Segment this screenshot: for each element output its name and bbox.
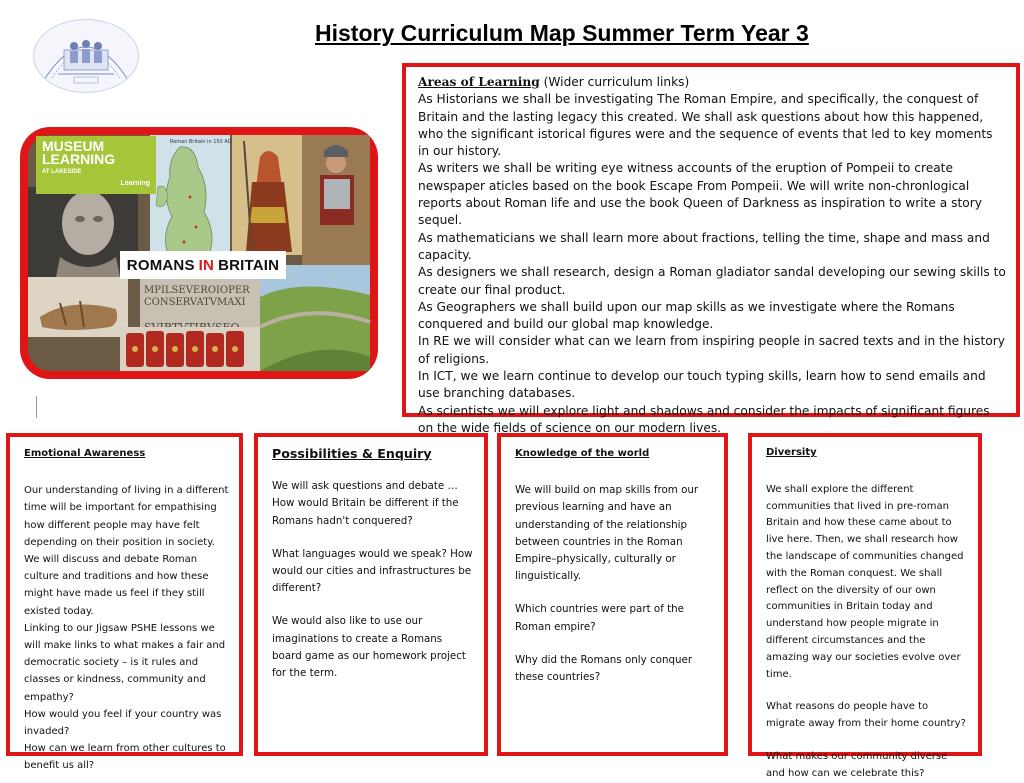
card-paragraph: What reasons do people have to migrate away from their home country? <box>766 701 966 730</box>
card-paragraph: What languages would we speak? How would our cities and infrastructures be different? <box>272 547 473 595</box>
inscription-line-2: CONSERVATVMAXI <box>144 297 246 308</box>
romans-in-britain-banner <box>120 251 286 279</box>
card-title: Diversity <box>766 447 817 458</box>
areas-paragraph: In ICT, we we learn continue to develop our touch typing skills, learn how to send emails and use branching databases. <box>418 369 986 401</box>
museum-learning-badge <box>36 136 156 194</box>
card-paragraph: We will ask questions and debate … How would Britain be different if the Romans hadn't conquered? <box>272 480 459 527</box>
card-paragraph: We will build on map skills from our previous learning and have an understanding of the relationship between countries in the Roman Empire–physically, culturally or linguistically. <box>515 484 699 583</box>
card-paragraph: Our understanding of living in a different time will be important for empathising how different people may have felt depending on their position in society. We will discuss and debate Roman culture and traditions and how these might have made us feel if they still existed today. <box>24 485 229 617</box>
card-title: Emotional Awareness <box>24 448 146 459</box>
card-paragraph: Why did the Romans only conquer these countries? <box>515 653 693 684</box>
inscription-line-1: MPILSEVEROIOPER <box>144 285 250 296</box>
emotional-awareness-card <box>6 433 243 772</box>
areas-heading: Areas of Learning <box>418 75 540 89</box>
card-paragraph: Linking to our Jigsaw PSHE lessons we will make links to what makes a fair and democratic society – is it rules and classes or kindness, community and empathy? <box>24 622 226 703</box>
museum-tag: Learning <box>120 180 150 187</box>
possibilities-enquiry-card <box>254 433 488 756</box>
diversity-card <box>748 433 982 779</box>
banner-in: IN <box>198 256 215 274</box>
areas-of-learning-box <box>402 63 1020 435</box>
banner-romans: ROMANS <box>126 256 195 274</box>
divider <box>36 396 37 418</box>
areas-paragraph: As mathematicians we shall learn more about fractions, telling the time, shape and mass and capacity. <box>418 230 990 262</box>
romans-in-britain-collage <box>20 127 378 379</box>
areas-paragraph: As writers we shall be writing eye witness accounts of the eruption of Pompeii to create newspaper aticles based on the book Escape From Pompeii. We will write non-chronlogical reports about Roman life and use the book Queen of Darkness as inspiration to write a story sequel. <box>418 161 982 228</box>
card-paragraph: We shall explore the different communities that lived in pre-roman Britain and how these came about to live here. Then, we shall research how the landscape of communities changed with the Roman conquest. We shall reflect on the diversity of our own communities in Britain today and understand how people migrate in different circumstances and the amazing way our societies evolve over time. <box>766 483 964 680</box>
card-title: Possibilities & Enquiry <box>272 446 432 461</box>
card-paragraph: How can we learn from other cultures to benefit us all? <box>24 743 226 772</box>
map-title: Roman Britain in 150 AD <box>170 139 232 145</box>
card-paragraph: How would you feel if your country was invaded? <box>24 708 222 738</box>
card-paragraph: What makes our community diverse and how can we celebrate this? <box>766 750 948 779</box>
card-paragraph: Which countries were part of the Roman empire? <box>515 603 685 633</box>
page-title: History Curriculum Map Summer Term Year 3 <box>315 20 809 46</box>
areas-heading-note: (Wider curriculum links) <box>543 75 690 89</box>
banner-britain: BRITAIN <box>218 256 280 274</box>
areas-heading-line <box>418 74 1006 91</box>
areas-paragraph: As Historians we shall be investigating The Roman Empire, and specifically, the conquest of Britain and the lasting legacy this created. We shall ask questions about how this happened, who the significant istorical figures were and the sequence of events that led to key moments in our history. <box>418 92 993 159</box>
areas-paragraph: As designers we shall research, design a Roman gladiator sandal developing our sewing skills to create our final product. <box>418 265 1006 297</box>
school-logo <box>33 19 139 93</box>
museum-line-1: MUSEUM <box>42 138 105 154</box>
card-title: Knowledge of the world <box>515 448 650 459</box>
areas-paragraph: As scientists we will explore light and shadows and consider the impacts of significant figures on the wide fields of science on our modern lives. <box>418 403 990 435</box>
museum-line-2: LEARNING <box>42 151 116 167</box>
museum-sub: AT LAKESIDE <box>42 169 82 175</box>
school-logo-graphic <box>34 20 138 92</box>
areas-paragraph: In RE we will consider what can we learn from inspiring people in sacred texts and in the history of religions. <box>418 334 1005 366</box>
areas-paragraph: As Geographers we shall build upon our map skills as we investigate where the Romans conquered and build our global map knowledge. <box>418 299 955 332</box>
card-paragraph: We would also like to use our imaginations to create a Romans board game as our homework project for the term. <box>272 615 466 680</box>
knowledge-of-the-world-card <box>497 433 728 756</box>
